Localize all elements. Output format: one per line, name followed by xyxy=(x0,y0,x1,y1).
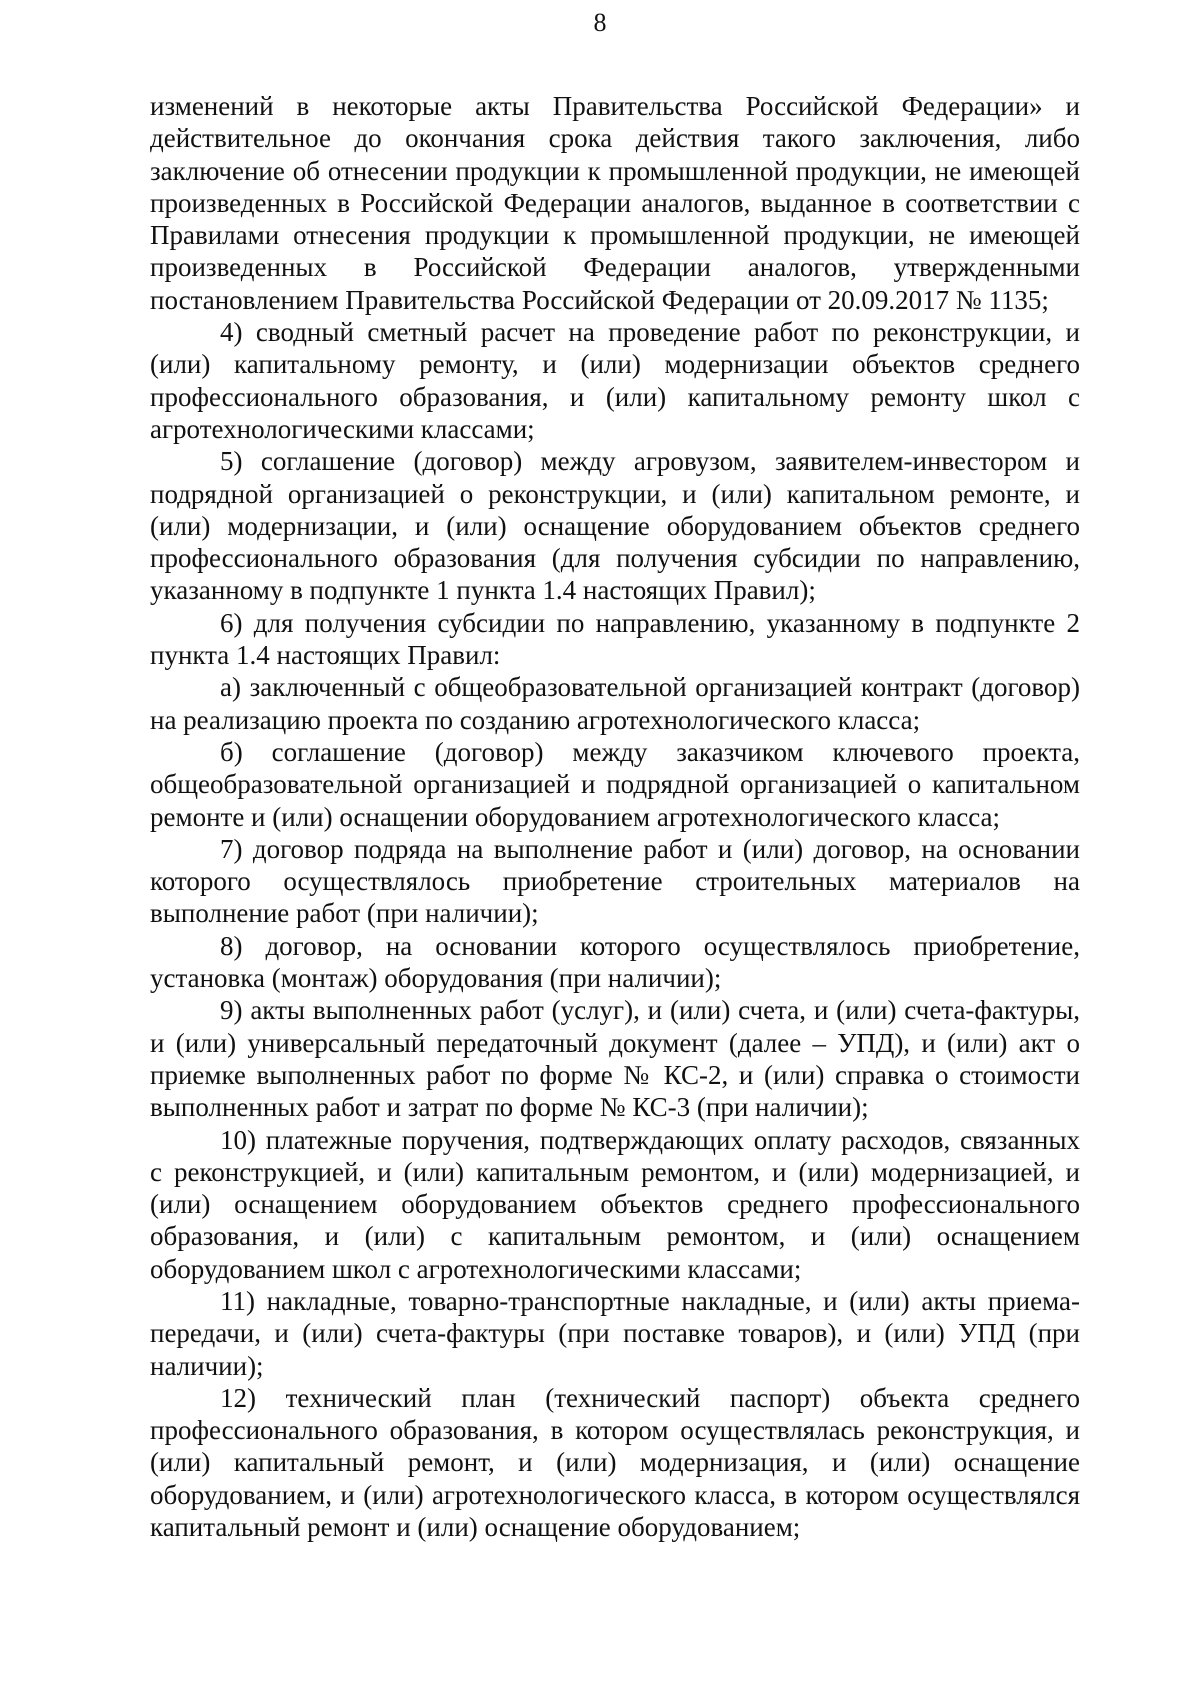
paragraph-item-9: 9) акты выполненных работ (услуг), и (или) счета, и (или) счета-фактуры, и (или) универсальный передаточный документ (далее – УПД), и (или) акт о приемке выполненных работ по форме № КС-2, и (или) справка о стоимости выполненных работ и затрат по форме № КС-3 (при наличии); xyxy=(150,995,1080,1123)
paragraph-item-6: 6) для получения субсидии по направлению, указанному в подпункте 2 пункта 1.4 настоящих Правил: xyxy=(150,607,1080,671)
paragraph-item-12: 12) технический план (технический паспорт) объекта среднего профессионального образования, в котором осуществлялась реконструкция, и (или) капитальный ремонт, и (или) модернизация, и (или) оснащение оборудованием, и (или) агротехнологического класса, в котором осуществлялся капитальный ремонт и (или) оснащение оборудованием; xyxy=(150,1382,1080,1543)
paragraph-item-8: 8) договор, на основании которого осуществлялось приобретение, установка (монтаж) оборудования (при наличии); xyxy=(150,930,1080,994)
paragraph-item-4: 4) сводный сметный расчет на проведение работ по реконструкции, и (или) капитальному ремонту, и (или) модернизации объектов среднего профессионального образования, и (или) капитальному ремонту школ с агротехнологическими классами; xyxy=(150,317,1080,444)
paragraph-item-7: 7) договор подряда на выполнение работ и (или) договор, на основании которого осуществлялось приобретение строительных материалов на выполнение работ (при наличии); xyxy=(150,833,1080,929)
paragraph-item-5: 5) соглашение (договор) между агровузом, заявителем-инвестором и подрядной организацией о реконструкции, и (или) капитальном ремонте, и (или) модернизации, и (или) оснащение оборудованием объектов среднего профессионального образования (для получения субсидии по направлению, указанному в подпункте 1 пункта 1.4 настоящих Правил); xyxy=(150,446,1080,606)
paragraph-item-6b: б) соглашение (договор) между заказчиком ключевого проекта, общеобразовательной организацией и подрядной организацией о капитальном ремонте и (или) оснащении оборудованием агротехнологического класса; xyxy=(150,736,1080,832)
paragraph-item-11: 11) накладные, товарно-транспортные накладные, и (или) акты приема-передачи, и (или) счета-фактуры (при поставке товаров), и (или) УПД (при наличии); xyxy=(150,1285,1080,1381)
paragraph-item-10: 10) платежные поручения, подтверждающих оплату расходов, связанных с реконструкцией, и (или) капитальным ремонтом, и (или) модернизацией, и (или) оснащением оборудованием объектов среднего профессионального образования, и (или) с капитальным ремонтом, и (или) оснащением оборудованием школ с агротехнологическими классами; xyxy=(150,1124,1080,1284)
page-number: 8 xyxy=(593,8,607,37)
document-body xyxy=(150,90,1080,1543)
paragraph-continuation: изменений в некоторые акты Правительства Российской Федерации» и действительное до окончания срока действия такого заключения, либо заключение об отнесении продукции к промышленной продукции, не имеющей произведенных в Российской Федерации аналогов, выданное в соответствии с Правилами отнесения продукции к промышленной продукции, не имеющей произведенных в Российской Федерации аналогов, утвержденными постановлением Правительства Российской Федерации от 20.09.2017 № 1135; xyxy=(150,91,1080,315)
paragraph-item-6a: а) заключенный с общеобразовательной организацией контракт (договор) на реализацию проекта по созданию агротехнологического класса; xyxy=(150,672,1080,735)
